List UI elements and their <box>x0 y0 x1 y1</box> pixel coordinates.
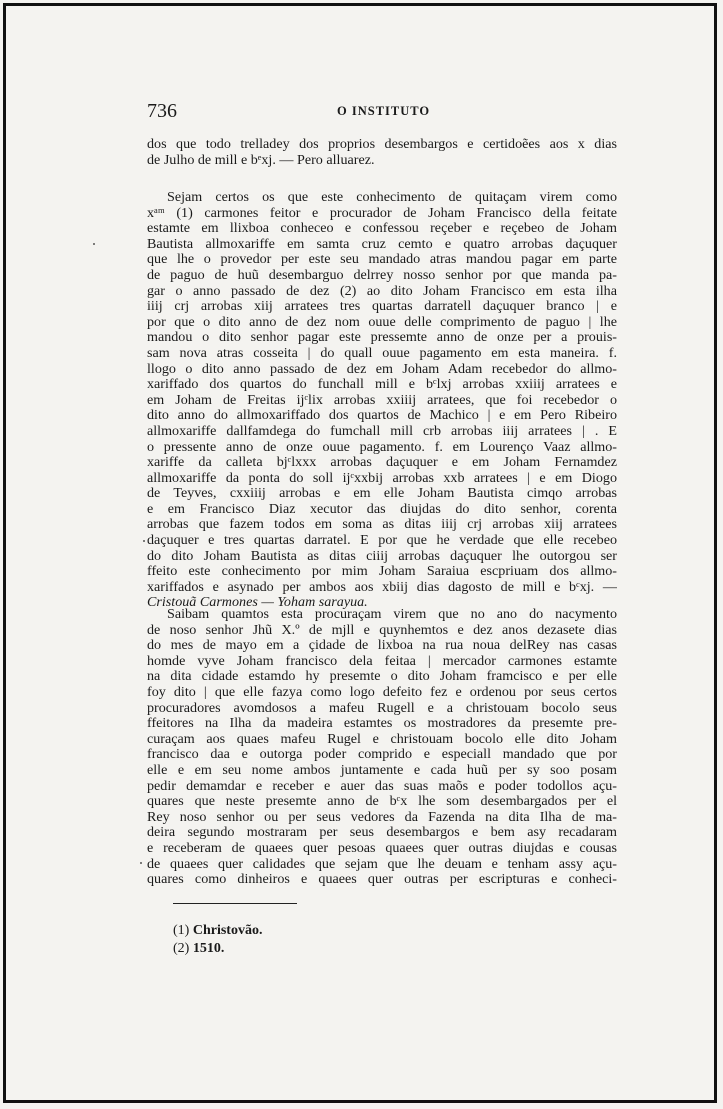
text-line: e receberam de quaees quer pesoas quaees quer outras diujdas e cousas <box>147 840 617 856</box>
text-line: homde vyve Joham francisco dela feitaa | mercador carmones estamte <box>147 653 617 669</box>
text-line: ffeitores na Ilha da madeira estamtes os mostradores da presemte pre- <box>147 716 617 732</box>
text-line: de quaees quer calidades que sejam que lhe deuam e tenham assy açu- <box>147 856 617 872</box>
footnote-mark: (2) <box>173 941 190 956</box>
text-line: mandou o dito senhor pagar este pressemte anno de onze per a prouis- <box>147 330 617 346</box>
text-line: de Julho de mill e bᵉxj. — Pero alluarez. <box>147 152 375 168</box>
text-line: de noso senhor Jhũ X.º de mjll e quynhemtos e dez anos dezasete dias <box>147 622 617 638</box>
text-line: na dita cidade estamdo hy presemte o dito Joham framcisco e per elle <box>147 669 617 685</box>
text-line: procuradores avomdosos a mafeu Rugell e a christouam bocolo seus <box>147 700 617 716</box>
paragraph-receipt <box>147 190 617 611</box>
text-line: Rey noso senhor ou per seus vedores da Fazenda na dita Ilha de ma- <box>147 809 617 825</box>
text-line: ffeito este conhecimento por mim Joham Saraiua escpriuam dos allmo- <box>147 564 617 580</box>
text-line: Saibam quamtos esta procuraçam virem que no ano do nacymento <box>167 607 617 622</box>
scan-speck <box>93 243 95 245</box>
text-line: do mes de mayo em a çidade de lixboa na rua noua delRey nas casas <box>147 638 617 654</box>
footnote-rule <box>173 903 297 904</box>
text-line: iiij crj arrobas xiij arratees tres quartas darratell daçuquer branco | e <box>147 299 617 315</box>
text-line: xariffados e asynado per ambos aos xbiij dias dagosto de mill e bᶜxj. — <box>147 579 617 595</box>
text-line: gar o anno passado de dez (2) ao dito Joham Francisco em esta ilha <box>147 283 617 299</box>
footnote-1 <box>173 922 262 940</box>
text-line: e em Francisco Diaz xecutor das diujdas do dito senhor, corenta <box>147 501 617 517</box>
text-line: xariffe da calleta bjᶜlxxx arrobas daçuquer e em Joham Fernamdez <box>147 455 617 471</box>
text-line: Sejam certos os que este conhecimento de quitaçam virem como <box>167 190 617 205</box>
footnote-text: 1510. <box>192 941 225 956</box>
text-line: pedir demamdar e receber e auer das suas maõs e poder todollos açu- <box>147 778 617 794</box>
text-line: quares que neste presemte anno de bᶜx lhe som desembargados per el <box>147 794 617 810</box>
text-line: xᵃᵐ (1) carmones feitor e procurador de Joham Francisco della feitate <box>147 205 617 221</box>
text-line: curaçam aos quaes mafeu Rugel e christouam bocolo elle dito Joham <box>147 731 617 747</box>
signature-line: Cristouã Carmones — Yoham sarayua. <box>147 595 368 611</box>
text-line: quares como dinheiros e quaees quer outras per escripturas e conheci- <box>147 872 617 888</box>
text-line: sam nova atras cosseita | do quall ouue pagamento em esta maneira. f. <box>147 345 617 361</box>
text-line: allmoxariffe da ponta do soll ijᶜxxbij arrobas xxb arratees | e em Diogo <box>147 470 617 486</box>
text-line: dos que todo trelladey dos proprios desembargos e certidoẽes aos x dias <box>147 137 617 152</box>
text-line: foy dito | que elle fazya como logo defeito fez e ordenou por seus certos <box>147 684 617 700</box>
text-line: dito anno do allmoxariffado dos quartos de Machico | e em Pero Ribeiro <box>147 408 617 424</box>
intro-text <box>147 137 617 168</box>
text-line: em Joham de Freitas ijᶜlix arrobas xxiiij arratees, que foi recebedor o <box>147 392 617 408</box>
text-line: allmoxariffe dallfamdega do fumchall mill crb arrobas iiij arratees | . E <box>147 423 617 439</box>
text-line: elle e em seu nome ambos juntamente e cada huũ per sy soo posam <box>147 762 617 778</box>
text-line: xariffado dos quartos do funchall mill e bᶜlxj arrobas xxiiij arratees e <box>147 377 617 393</box>
text-line: daçuquer e tres quartas darratel. E por que he verdade que elle recebeo <box>147 533 617 549</box>
paragraph-procuracao <box>147 607 617 888</box>
text-line: estamte em llixboa conheceo e confessou reçeber e reçebeo de Joham <box>147 221 617 237</box>
text-line: Bautista allmoxariffe em samta cruz cemto e quatro arrobas daçuquer <box>147 236 617 252</box>
text-line: de Teyves, cxxiiij arrobas e em elle Joham Bautista cimqo arrobas <box>147 486 617 502</box>
text-line: do dito Joham Bautista as ditas ciiij arrobas daçuquer lhe outorgou ser <box>147 548 617 564</box>
text-line: que lhe o provedor per este seu mandado atras mandou pagar em parte <box>147 252 617 268</box>
text-line: deira segundo mostraram per seus desembargos e bem asy recadaram <box>147 825 617 841</box>
page-number: 736 <box>147 100 177 122</box>
footnote-text: Christovão. <box>192 923 263 938</box>
text-line: francisco daa e outorga poder comprido e especiall mandado que por <box>147 747 617 763</box>
running-title: O INSTITUTO <box>337 104 431 118</box>
footnotes <box>173 922 262 958</box>
footnote-mark: (1) <box>173 923 190 938</box>
text-line: de paguo de huũ desembarguo delrrey nosso senhor por que manda pa- <box>147 267 617 283</box>
text-line: por que o dito anno de dez nom ouue delle comprimento de paguo | lhe <box>147 314 617 330</box>
text-line: llogo o dito anno passado de dez em Joham Adam recebedor do allmo- <box>147 361 617 377</box>
text-line: o pressente anno de onze ouue pagamento. f. em Lourenço Vaaz allmo- <box>147 439 617 455</box>
page-header <box>147 100 617 124</box>
scan-speck <box>140 862 142 864</box>
text-line: arrobas que fazem todos em soma as ditas iiij crj arrobas xiij arratees <box>147 517 617 533</box>
footnote-2 <box>173 940 262 958</box>
scan-speck <box>143 540 145 542</box>
